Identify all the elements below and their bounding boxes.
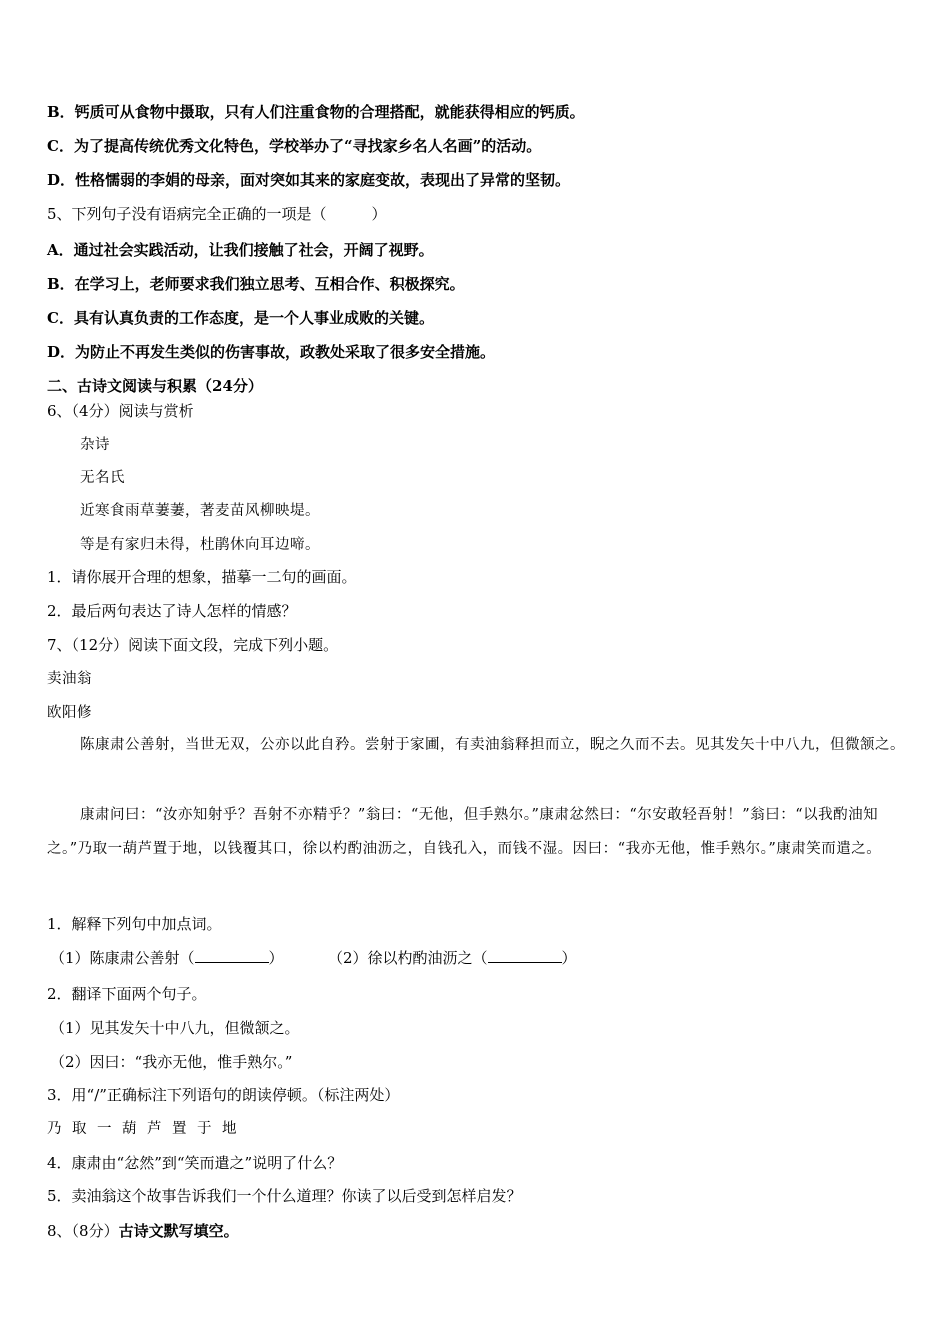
q7-sub1-item2-close: ） [561, 949, 577, 967]
pause-char: 取 [72, 1121, 87, 1137]
q7-sub2-item2: （2）因曰：“我亦无他，惟手熟尔。” [50, 1053, 293, 1071]
q7-stem: 7、（12分）阅读下面文段，完成下列小题。 [47, 636, 339, 654]
q6-sub2: 2．最后两句表达了诗人怎样的情感？ [47, 602, 297, 620]
q4-option-d: D．性格懦弱的李娟的母亲，面对突如其来的家庭变故，表现出了异常的坚韧。 [47, 171, 571, 189]
answer-blank-1[interactable] [195, 948, 269, 963]
q6-stem: 6、（4分）阅读与赏析 [47, 402, 194, 420]
pause-char: 芦 [147, 1121, 162, 1137]
q7-sub1-item2-label: （2）徐以杓酌油沥之（ [328, 949, 488, 967]
q8-stem [47, 1220, 239, 1242]
pause-char: 葫 [122, 1121, 137, 1137]
pause-char: 乃 [47, 1121, 62, 1137]
q8-title: 古诗文默写填空。 [118, 1222, 239, 1240]
passage-paragraph-2: 康肃问曰：“汝亦知射乎？吾射不亦精乎？”翁曰：“无他，但手熟尔。”康肃忿然曰：“尔安敢轻吾射！”翁曰：“以我酌油知之。”乃取一葫芦置于地，以钱覆其口，徐以杓酌油沥之，自钱孔入，而钱不湿。因曰：“我亦无他，惟手熟尔。”康肃笑而遣之。 [47, 807, 882, 857]
q7-sub2: 2．翻译下面两个句子。 [47, 985, 207, 1003]
q7-sub1-item1-label: （1）陈康肃公善射（ [50, 949, 195, 967]
pause-char: 置 [172, 1121, 187, 1137]
q5-option-d: D．为防止不再发生类似的伤害事故，政教处采取了很多安全措施。 [47, 343, 496, 361]
q5-option-b: B．在学习上，老师要求我们独立思考、互相合作、积极探究。 [47, 275, 465, 293]
passage-paragraph-1: 陈康肃公善射，当世无双，公亦以此自矜。尝射于家圃，有卖油翁释担而立，睨之久而不去。见其发矢十中八九，但微颔之。 [80, 737, 905, 753]
q7-sub2-item1: （1）见其发矢十中八九，但微颔之。 [50, 1019, 300, 1037]
poem-author: 无名氏 [80, 470, 125, 486]
pause-char: 一 [97, 1121, 112, 1137]
q7-sub1: 1．解释下列句中加点词。 [47, 915, 222, 933]
passage-author: 欧阳修 [47, 705, 92, 721]
q7-sub1-item1-close: ） [268, 949, 284, 967]
pause-char: 地 [222, 1121, 237, 1137]
q5-stem: 5、下列句子没有语病完全正确的一项是（ ） [47, 205, 387, 223]
poem-line-2: 等是有家归未得，杜鹃休向耳边啼。 [80, 537, 320, 553]
q4-option-b: B．钙质可从食物中摄取，只有人们注重食物的合理搭配，就能获得相应的钙质。 [47, 103, 585, 121]
q7-sub1-item2 [328, 947, 577, 969]
poem-line-1: 近寒食雨草萋萋，著麦苗风柳映堤。 [80, 503, 320, 519]
q7-sub4: 4．康肃由“忿然”到“笑而遣之”说明了什么？ [47, 1154, 343, 1172]
q8-prefix: 8、（8分） [47, 1222, 119, 1240]
q5-option-a: A．通过社会实践活动，让我们接触了社会，开阔了视野。 [47, 241, 434, 259]
section-title: 二、古诗文阅读与积累（24分） [47, 377, 263, 395]
pause-sentence [47, 1118, 247, 1140]
pause-char: 于 [197, 1121, 212, 1137]
q4-option-c: C．为了提高传统优秀文化特色，学校举办了“寻找家乡名人名画”的活动。 [47, 137, 542, 155]
q6-sub1: 1．请你展开合理的想象，描摹一二句的画面。 [47, 568, 357, 586]
q7-sub1-item1 [50, 947, 284, 969]
q7-sub3: 3．用“/”正确标注下列语句的朗读停顿。（标注两处） [47, 1086, 400, 1104]
passage-title: 卖油翁 [47, 671, 92, 687]
answer-blank-2[interactable] [488, 948, 562, 963]
poem-title: 杂诗 [80, 437, 110, 453]
q7-sub5: 5．卖油翁这个故事告诉我们一个什么道理？你读了以后受到怎样启发？ [47, 1187, 522, 1205]
q5-option-c: C．具有认真负责的工作态度，是一个人事业成败的关键。 [47, 309, 434, 327]
